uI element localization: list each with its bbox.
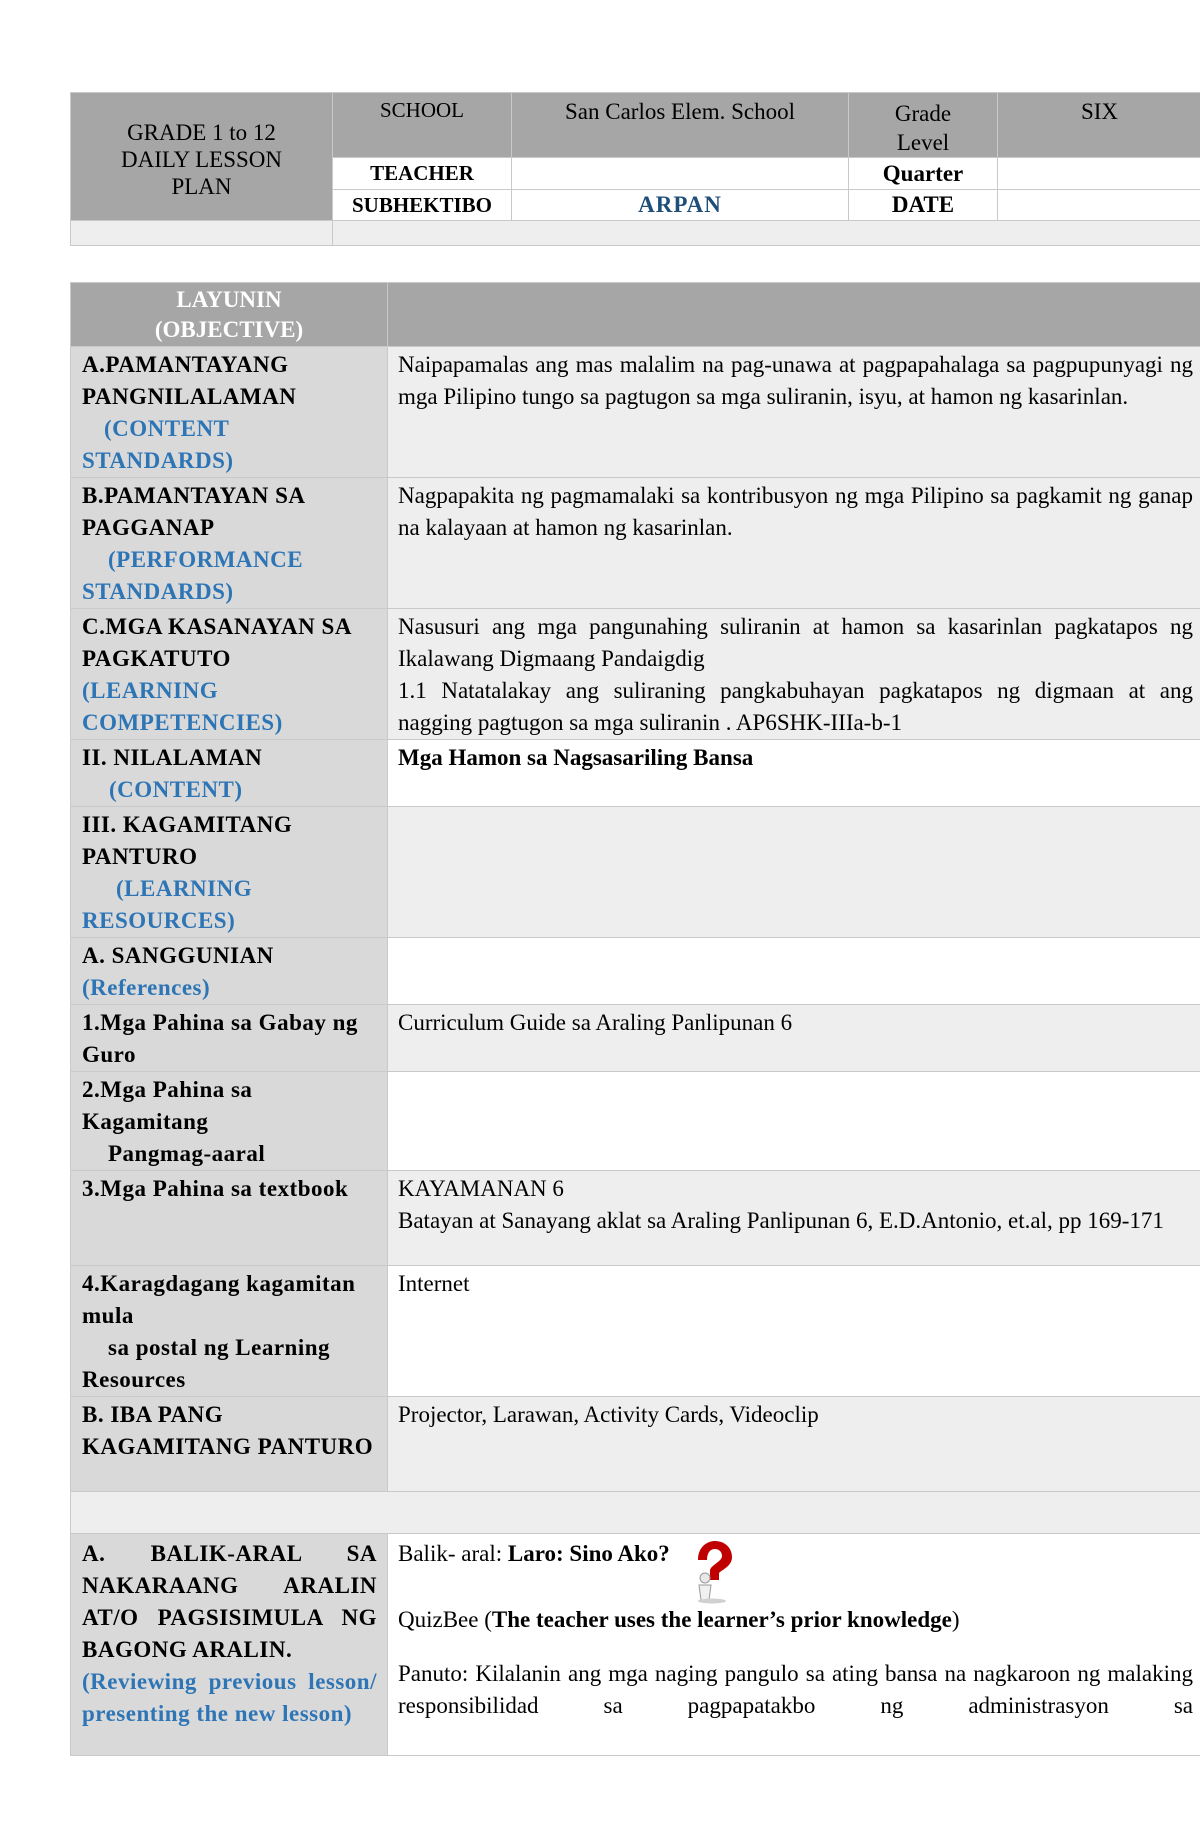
objective-header-row bbox=[71, 283, 1200, 347]
references-label: A. SANGGUNIAN bbox=[82, 943, 274, 968]
teacher-guide-label: 1.Mga Pahina sa Gabay ng Guro bbox=[71, 1005, 388, 1072]
objective-header-line2: (OBJECTIVE) bbox=[154, 317, 304, 342]
review-game-line bbox=[398, 1538, 1193, 1604]
additional-materials-label3: Resources bbox=[82, 1367, 186, 1392]
content-text: Mga Hamon sa Nagsasariling Bansa bbox=[388, 740, 1200, 807]
subject-label: SUBHEKTIBO bbox=[333, 190, 512, 221]
teacher-guide-row bbox=[71, 1005, 1200, 1072]
review-instructions: Panuto: Kilalanin ang mga naging pangulo sa ating bansa na nagkaroon ng malaking responsibilidad sa pagpapatakbo ng administrasyon sa bbox=[398, 1661, 1193, 1718]
references-row bbox=[71, 938, 1200, 1005]
objective-header-line1: LAYUNIN bbox=[176, 287, 282, 312]
textbook-text1: KAYAMANAN 6 bbox=[398, 1176, 564, 1201]
review-label-cell bbox=[71, 1534, 388, 1756]
review-quiz-suffix: ) bbox=[951, 1607, 960, 1632]
content-row bbox=[71, 740, 1200, 807]
additional-materials-label2: sa postal ng Learning bbox=[108, 1335, 331, 1360]
content-standards-text: Naipapamalas ang mas malalim na pag-unawa at pagpapahalaga sa pagpupunyagi ng mga Pilipino tungo sa pagtugon sa mga suliranin, isyu, at hamon ng kasarinlan. bbox=[388, 347, 1200, 478]
learning-competencies-sub: (LEARNING COMPETENCIES) bbox=[82, 678, 283, 735]
learning-competencies-text-cell bbox=[388, 609, 1200, 740]
additional-materials-text: Internet bbox=[388, 1266, 1200, 1397]
textbook-text2: Batayan at Sanayang aklat sa Araling Panlipunan 6, E.D.Antonio, et.al, pp 169-171 bbox=[398, 1208, 1164, 1233]
additional-materials-row bbox=[71, 1266, 1200, 1397]
teacher-value bbox=[512, 158, 849, 190]
additional-materials-label1: 4.Karagdagang kagamitan mula bbox=[82, 1271, 356, 1328]
learning-resources-sub: (LEARNING RESOURCES) bbox=[82, 876, 253, 933]
review-row bbox=[71, 1534, 1200, 1756]
learning-resources-empty bbox=[388, 807, 1200, 938]
learner-materials-label-cell bbox=[71, 1072, 388, 1171]
subject-value: ARPAN bbox=[512, 190, 849, 221]
header-table bbox=[70, 92, 1200, 246]
school-value: San Carlos Elem. School bbox=[512, 93, 849, 158]
review-game-title: Laro: Sino Ako? bbox=[507, 1541, 670, 1566]
review-game-prefix: Balik- aral: bbox=[398, 1541, 508, 1566]
learning-resources-label-cell bbox=[71, 807, 388, 938]
review-label: A. BALIK-ARAL SA NAKARAANG ARALIN AT/O PAGSISIMULA NG BAGONG ARALIN. bbox=[82, 1541, 377, 1662]
other-materials-row bbox=[71, 1397, 1200, 1492]
header-spacer-right bbox=[333, 221, 1200, 246]
content-standards-label-cell bbox=[71, 347, 388, 478]
teacher-guide-text: Curriculum Guide sa Araling Panlipunan 6 bbox=[388, 1005, 1200, 1072]
plan-title: GRADE 1 to 12 DAILY LESSON PLAN bbox=[120, 120, 283, 199]
school-label: SCHOOL bbox=[333, 93, 512, 158]
performance-standards-sub: (PERFORMANCE STANDARDS) bbox=[82, 547, 304, 604]
content-standards-sub: (CONTENT STANDARDS) bbox=[82, 416, 234, 473]
question-mark-figure-icon bbox=[688, 1538, 736, 1613]
grade-level-label bbox=[849, 93, 998, 158]
learner-materials-label2: Pangmag-aaral bbox=[108, 1141, 266, 1166]
grade-level-value: SIX bbox=[998, 93, 1200, 158]
content-label: II. NILALAMAN bbox=[82, 745, 263, 770]
lesson-plan-table bbox=[70, 282, 1200, 1756]
textbook-row bbox=[71, 1171, 1200, 1266]
review-quiz-prefix: QuizBee ( bbox=[398, 1607, 492, 1632]
other-materials-text: Projector, Larawan, Activity Cards, Videoclip bbox=[388, 1397, 1200, 1492]
quarter-value bbox=[998, 158, 1200, 190]
objective-header bbox=[71, 283, 388, 347]
other-materials-label: B. IBA PANG KAGAMITANG PANTURO bbox=[71, 1397, 388, 1492]
review-sub: (Reviewing previous lesson/ presenting the new lesson) bbox=[82, 1669, 377, 1726]
quarter-label: Quarter bbox=[849, 158, 998, 190]
content-standards-label: A.PAMANTAYANG PANGNILALAMAN bbox=[82, 352, 297, 409]
spacer-cell bbox=[71, 1492, 1200, 1534]
date-label: DATE bbox=[849, 190, 998, 221]
learning-competencies-row bbox=[71, 609, 1200, 740]
content-standards-row bbox=[71, 347, 1200, 478]
date-value bbox=[998, 190, 1200, 221]
review-quiz-line bbox=[398, 1604, 1193, 1636]
learning-competencies-text2: 1.1 Natatalakay ang suliraning pangkabuhayan pagkatapos ng digmaan at ang nagging pagtugon sa mga suliranin . AP6SHK-IIIa-b-1 bbox=[398, 678, 1193, 735]
learner-materials-label1: 2.Mga Pahina sa Kagamitang bbox=[82, 1077, 253, 1134]
review-quiz-bold: The teacher uses the learner’s prior knowledge bbox=[491, 1607, 952, 1632]
textbook-text-cell bbox=[388, 1171, 1200, 1266]
grade-level-label-text: Grade Level bbox=[894, 101, 952, 155]
learner-materials-empty bbox=[388, 1072, 1200, 1171]
plan-title-cell bbox=[71, 93, 333, 221]
learning-competencies-label-cell bbox=[71, 609, 388, 740]
performance-standards-label: B.PAMANTAYAN SA PAGGANAP bbox=[82, 483, 305, 540]
learning-competencies-text1: Nasusuri ang mga pangunahing suliranin at hamon sa kasarinlan pagkatapos ng Ikalawang Digmaang Pandaigdig bbox=[398, 614, 1193, 671]
header-spacer-left bbox=[71, 221, 333, 246]
review-text-cell bbox=[388, 1534, 1200, 1756]
references-sub: (References) bbox=[82, 975, 211, 1000]
references-empty bbox=[388, 938, 1200, 1005]
performance-standards-text: Nagpapakita ng pagmamalaki sa kontribusyon ng mga Pilipino sa pagkamit ng ganap na kalayaan at hamon ng kasarinlan. bbox=[388, 478, 1200, 609]
teacher-label: TEACHER bbox=[333, 158, 512, 190]
learner-materials-row bbox=[71, 1072, 1200, 1171]
objective-header-empty bbox=[388, 283, 1200, 347]
references-label-cell bbox=[71, 938, 388, 1005]
textbook-label: 3.Mga Pahina sa textbook bbox=[71, 1171, 388, 1266]
learning-competencies-label: C.MGA KASANAYAN SA PAGKATUTO bbox=[82, 614, 351, 671]
content-sub: (CONTENT) bbox=[109, 777, 243, 802]
content-label-cell bbox=[71, 740, 388, 807]
learning-resources-label: III. KAGAMITANG PANTURO bbox=[82, 812, 293, 869]
performance-standards-label-cell bbox=[71, 478, 388, 609]
learning-resources-row bbox=[71, 807, 1200, 938]
spacer-row bbox=[71, 1492, 1200, 1534]
additional-materials-label-cell bbox=[71, 1266, 388, 1397]
performance-standards-row bbox=[71, 478, 1200, 609]
